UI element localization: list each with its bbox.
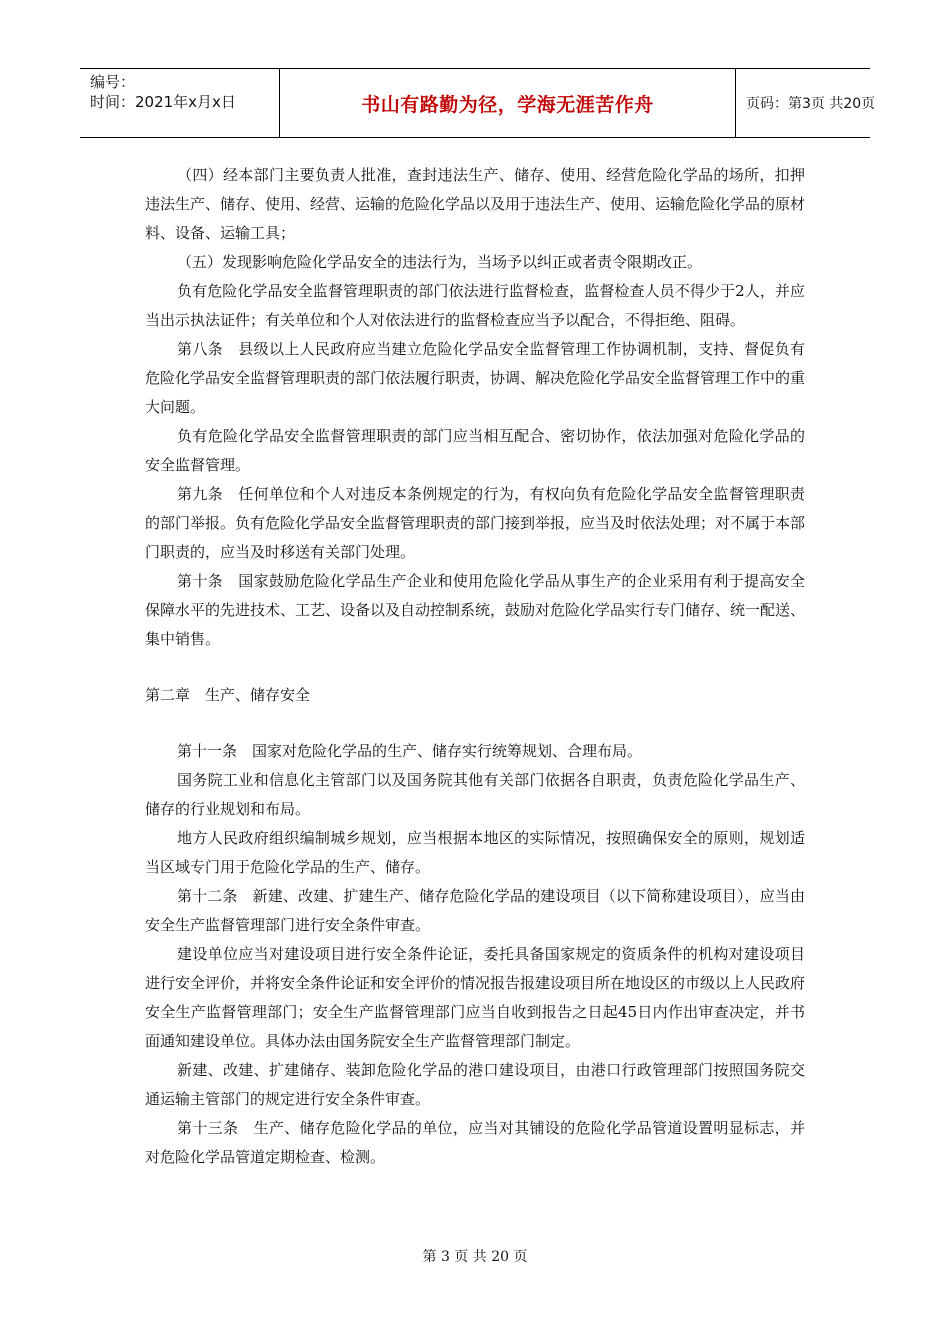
paragraph: （五）发现影响危险化学品安全的违法行为，当场予以纠正或者责令限期改正。 [177, 253, 703, 271]
paragraph: （四）经本部门主要负责人批准，查封违法生产、储存、使用、经营危险化学品的场所，扣押违法生产、储存、使用、经营、运输的危险化学品以及用于违法生产、使用、运输危险化学品的原材料、设备、运输工具； [145, 166, 806, 242]
paragraph: 第十条 国家鼓励危险化学品生产企业和使用危险化学品从事生产的企业采用有利于提高安全保障水平的先进技术、工艺、设备以及自动控制系统，鼓励对危险化学品实行专门储存、统一配送、集中销售。 [145, 572, 806, 648]
header-left-cell [80, 69, 280, 137]
header-motto: 书山有路勤为径，学海无涯苦作舟 [361, 93, 654, 116]
paragraph: 第九条 任何单位和个人对违反本条例规定的行为，有权向负有危险化学品安全监督管理职责的部门举报。负有危险化学品安全监督管理职责的部门接到举报，应当及时依法处理；对不属于本部门职责的，应当及时移送有关部门处理。 [145, 485, 806, 561]
document-number-label: 编号： [90, 73, 136, 91]
paragraph: 地方人民政府组织编制城乡规划，应当根据本地区的实际情况，按照确保安全的原则，规划适当区域专门用于危险化学品的生产、储存。 [145, 829, 805, 876]
page-footer: 第 3 页 共 20 页 [422, 1249, 528, 1265]
paragraph: 负有危险化学品安全监督管理职责的部门应当相互配合、密切协作，依法加强对危险化学品的安全监督管理。 [145, 427, 805, 474]
paragraph: 第十二条 新建、改建、扩建生产、储存危险化学品的建设项目（以下简称建设项目），应当由安全生产监督管理部门进行安全条件审查。 [145, 887, 805, 934]
paragraph: 新建、改建、扩建储存、装卸危险化学品的港口建设项目，由港口行政管理部门按照国务院交通运输主管部门的规定进行安全条件审查。 [145, 1061, 805, 1108]
paragraph: 负有危险化学品安全监督管理职责的部门依法进行监督检查，监督检查人员不得少于2人，并应当出示执法证件；有关单位和个人对依法进行的监督检查应当予以配合，不得拒绝、阻碍。 [145, 282, 805, 329]
header-motto-cell [280, 69, 736, 137]
page-header [80, 68, 876, 138]
document-date-label: 时间：2021年x月x日 [90, 93, 236, 111]
paragraph: 第八条 县级以上人民政府应当建立危险化学品安全监督管理工作协调机制，支持、督促负有危险化学品安全监督管理职责的部门依法履行职责，协调、解决危险化学品安全监督管理工作中的重大问题。 [145, 340, 806, 416]
header-page-info: 页码：第3页 共20页 [746, 96, 876, 112]
paragraph: 国务院工业和信息化主管部门以及国务院其他有关部门依据各自职责，负责危险化学品生产、储存的行业规划和布局。 [145, 771, 805, 818]
chapter-heading: 第二章 生产、储存安全 [145, 686, 311, 704]
document-body [145, 161, 805, 1172]
paragraph: 第十一条 国家对危险化学品的生产、储存实行统筹规划、合理布局。 [177, 742, 643, 760]
paragraph: 第十三条 生产、储存危险化学品的单位，应当对其铺设的危险化学品管道设置明显标志，并对危险化学品管道定期检查、检测。 [145, 1119, 805, 1166]
paragraph: 建设单位应当对建设项目进行安全条件论证，委托具备国家规定的资质条件的机构对建设项目进行安全评价，并将安全条件论证和安全评价的情况报告报建设项目所在地设区的市级以上人民政府安全生产监督管理部门；安全生产监督管理部门应当自收到报告之日起45日内作出审查决定，并书面通知建设单位。具体办法由国务院安全生产监督管理部门制定。 [145, 945, 806, 1050]
